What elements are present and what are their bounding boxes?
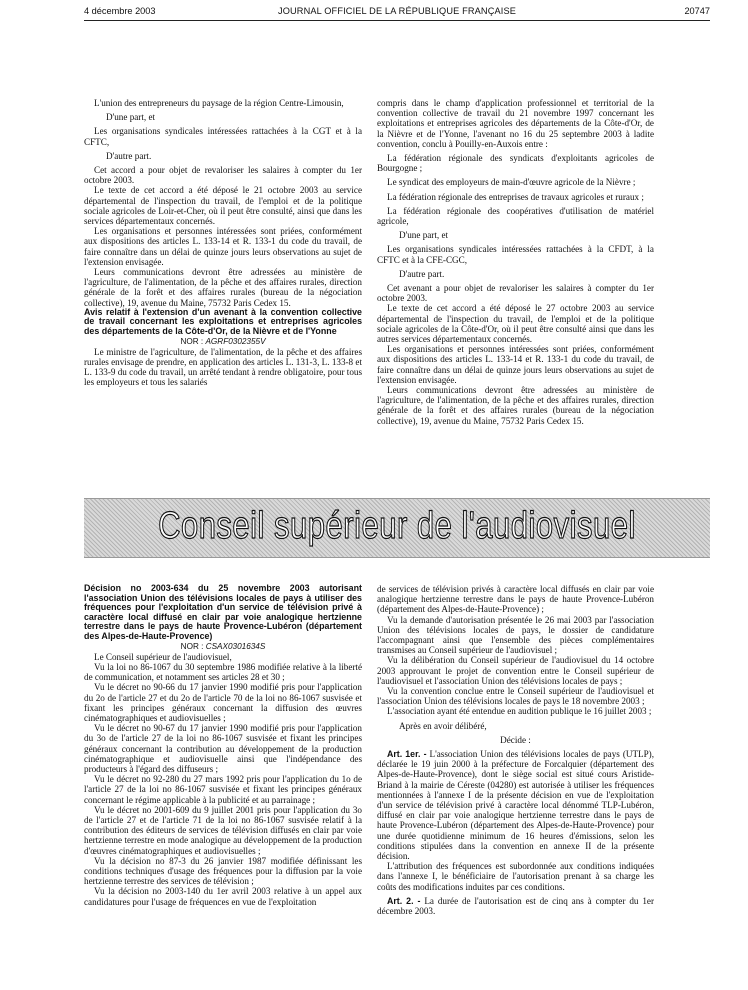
paragraph: Vu le décret no 90-67 du 17 janvier 1990 modifié pris pour l'application du 3o de l'article 27 de la loi no 86-1067 susvisée et fixant les principes généraux concernant la contribution au développement de la production cinématographique et audiovisuelle ainsi que l'indépendance des producteurs à l'égard des diffuseurs ; <box>84 723 362 774</box>
paragraph: D'autre part. <box>399 268 445 279</box>
paragraph: Les organisations syndicales intéressées rattachées à la CGT et à la CFTC, <box>84 126 362 147</box>
paragraph: D'une part, et <box>106 112 156 123</box>
decision-title: Décision no 2003-634 du 25 novembre 2003 autorisant l'association Union des télévisions locales de pays à utiliser des fréquences pour l'exploitation d'un service de télévision privé à caractère local diffusé en clair par voie analogique hertzienne terrestre dans le pays de haute Provence-Lubéron (département des Alpes-de-Haute-Provence) <box>84 583 362 641</box>
article-2 <box>377 896 654 916</box>
paragraph: Vu la demande d'autorisation présentée le 26 mai 2003 par l'association Union des télévisions locales de pays, le dossier de candidature l'accompagnant ainsi que l'ensemble des pièces complémentaires transmises au Conseil supérieur de l'audiovisuel ; <box>377 614 654 656</box>
nor-code: CSAX0301634S <box>205 641 266 651</box>
paragraph: Après en avoir délibéré, <box>399 720 487 731</box>
paragraph: L'association ayant été entendue en audition publique le 16 juillet 2003 ; <box>387 706 652 717</box>
nor-reference <box>84 642 362 652</box>
paragraph: Vu la loi no 86-1067 du 30 septembre 1986 modifiée relative à la liberté de communication, et notamment ses articles 28 et 30 ; <box>84 661 362 683</box>
paragraph: L'union des entrepreneurs du paysage de la région Centre-Limousin, <box>94 98 344 108</box>
paragraph: Le Conseil supérieur de l'audiovisuel, <box>94 651 232 662</box>
paragraph: La fédération régionale des entreprises de travaux agricoles et ruraux ; <box>387 191 644 202</box>
paragraph: Cet accord a pour objet de revaloriser les salaires à compter du 1er octobre 2003. <box>84 165 362 186</box>
paragraph: Vu la délibération du Conseil supérieur de l'audiovisuel du 14 octobre 2003 approuvant le projet de convention entre le Conseil supérieur de l'audiovisuel et l'association Union des télévisions locales de pays ; <box>377 655 654 686</box>
paragraph: Le texte de cet accord a été déposé le 27 octobre 2003 au service départemental de l'inspection du travail, de l'emploi et de la politique sociale agricoles de la Côte-d'Or, où il peut être consulté ainsi que dans les autres services départementaux concernés. <box>377 303 654 345</box>
paragraph: Le texte de cet accord a été déposé le 21 octobre 2003 au service départemental de l'inspection du travail, de l'emploi et de la politique sociale agricoles de Loir-et-Cher, où il peut être consulté, ainsi que dans les services départementaux concernés. <box>84 185 362 227</box>
article-1-text: L'association Union des télévisions locales de pays (UTLP), déclarée le 19 juin 2000 à la préfecture de Forcalquier (département des Alpes-de-Haute-Provence), dont le siège social est situé cours Aristide-Briand à la mairie de Céreste (04280) est autorisée à utiliser les fréquences mentionnées à l'annexe I de la présente décision en vue de l'exploitation d'un service de télévision privé à caractère local dénommé TLP-Lubéron, diffusé en clair par voie analogique hertzienne terrestre dans le pays de haute Provence-Lubéron (département des Alpes-de-Haute-Provence) pour une durée quotidienne minimum de 16 heures d'émissions, selon les conditions stipulées dans la convention en annexe II de la présente décision. <box>377 749 654 862</box>
paragraph: Leurs communications devront être adressées au ministère de l'agriculture, de l'alimentation, de la pêche et des affaires rurales, direction générale de la forêt et des affaires rurales (bureau de la négociation collective), 19, avenue du Maine, 75732 Paris Cedex 15. <box>84 267 362 308</box>
paragraph: D'une part, et <box>399 230 449 241</box>
paragraph: Vu la décision no 2003-140 du 1er avril 2003 relative à un appel aux candidatures pour l'usage de fréquences en vue de l'exploitation <box>84 886 362 907</box>
header-date: 4 décembre 2003 <box>84 6 156 16</box>
paragraph: Les organisations et personnes intéressées sont priées, conformément aux dispositions des articles L. 133-14 et R. 133-1 du code du travail, de faire connaître dans un délai de quinze jours leurs observations au sujet de l'extension envisagée. <box>377 344 654 385</box>
bottom-left-column <box>84 584 362 907</box>
paragraph: La fédération régionale des syndicats d'exploitants agricoles de Bourgogne ; <box>377 153 654 174</box>
paragraph: D'autre part. <box>106 150 152 161</box>
paragraph: Vu le décret no 90-66 du 17 janvier 1990 modifié pris pour l'application du 2o de l'article 27 et du 2o de l'article 70 de la loi no 86-1067 susvisée et fixant les principes généraux concernant la diffusion des œuvres cinématographiques et audiovisuelles ; <box>84 682 362 723</box>
header-page-number: 20747 <box>684 6 710 16</box>
header-journal-title: JOURNAL OFFICIEL DE LA RÉPUBLIQUE FRANÇAISE <box>277 6 517 16</box>
paragraph: Le syndicat des employeurs de main-d'œuvre agricole de la Nièvre ; <box>387 177 636 188</box>
decide-heading: Décide : <box>500 734 531 745</box>
paragraph: Leurs communications devront être adressées au ministère de l'agriculture, de l'alimentation, de la pêche et des affaires rurales, direction générale de la forêt et des affaires rurales (bureau de la négociation collective), 19, avenue du Maine, 75732 Paris Cedex 15. <box>377 385 654 426</box>
paragraph: Les organisations et personnes intéressées sont priées, conformément aux dispositions des articles L. 133-14 et R. 133-1 du code du travail, de faire connaître dans un délai de quinze jours leurs observations au sujet de l'extension envisagée. <box>84 226 362 267</box>
paragraph: de services de télévision privés à caractère local diffusés en clair par voie analogique hertzienne terrestre dans le pays de haute Provence-Lubéron (département des Alpes-de-Haute-Provence) ; <box>377 584 654 615</box>
avis-title: Avis relatif à l'extension d'un avenant à la convention collective de travail concernant les exploitations et entreprises agricoles des départements de la Côte-d'Or, de la Nièvre et de l'Yonne <box>84 306 362 337</box>
paragraph: Vu la décision no 87-3 du 26 janvier 1987 modifiée définissant les conditions techniques d'usage des fréquences pour la diffusion par la voie hertzienne terrestre des services de télévision ; <box>84 855 362 887</box>
paragraph: La fédération régionale des coopératives d'utilisation de matériel agricole, <box>377 205 654 227</box>
article-2-text: La durée de l'autorisation est de cinq ans à compter du 1er décembre 2003. <box>377 895 655 917</box>
nor-label: NOR : <box>180 336 204 346</box>
paragraph: Les organisations syndicales intéressées rattachées à la CFDT, à la CFTC et à la CFE-CGC, <box>377 244 654 265</box>
top-right-column <box>377 98 654 426</box>
page-header <box>84 6 710 20</box>
header-rule <box>84 20 710 21</box>
paragraph: Le ministre de l'agriculture, de l'alimentation, de la pêche et des affaires rurales envisage de prendre, en application des articles L. 131-3, L. 133-8 et L. 133-9 du code du travail, un arrêté tendant à rendre obligatoire, pour tous les employeurs et tous les salariés <box>84 346 362 388</box>
top-left-column <box>84 98 362 388</box>
nor-label: NOR : <box>180 641 204 651</box>
banner-title: Conseil supérieur de l'audiovisuel <box>158 504 636 547</box>
paragraph: Vu le décret no 2001-609 du 9 juillet 2001 pris pour l'application du 3o de l'article 27 et de l'article 71 de la loi no 86-1067 susvisée relatif à la contribution des éditeurs de services de télévision diffusés en clair par voie hertzienne terrestre en mode analogique au développement de la production d'œuvres cinématographiques et audiovisuelles ; <box>84 804 362 856</box>
paragraph: L'attribution des fréquences est subordonnée aux conditions indiquées dans l'annexe I, le bénéficiaire de l'autorisation prenant à sa charge les coûts des modifications induites par ces conditions. <box>377 861 654 892</box>
article-1-label: Art. 1er. - <box>387 749 427 760</box>
paragraph: Vu le décret no 92-280 du 27 mars 1992 pris pour l'application du 1o de l'article 27 de la loi no 86-1067 susvisée et fixant les principes généraux concernant le régime applicable à la publicité et au parrainage ; <box>84 774 362 805</box>
bottom-right-column <box>377 584 654 916</box>
paragraph: Cet avenant a pour objet de revaloriser les salaires à compter du 1er octobre 2003. <box>377 283 654 304</box>
paragraph: Vu la convention conclue entre le Conseil supérieur de l'audiovisuel et l'association Union des télévisions locales de pays le 18 novembre 2003 ; <box>377 686 654 707</box>
section-banner <box>84 498 710 558</box>
nor-code: AGRF0302355V <box>205 336 266 346</box>
article-2-label: Art. 2. - <box>387 895 421 906</box>
nor-reference <box>84 337 362 347</box>
article-1 <box>377 749 654 861</box>
paragraph: compris dans le champ d'application professionnel et territorial de la convention collective de travail du 21 novembre 1997 concernant les exploitations et entreprises agricoles des départements de la Côte-d'Or, de la Nièvre et de l'Yonne, l'avenant no 16 du 25 septembre 2003 à ladite convention, conclu à Pouilly-en-Auxois entre : <box>377 98 654 149</box>
